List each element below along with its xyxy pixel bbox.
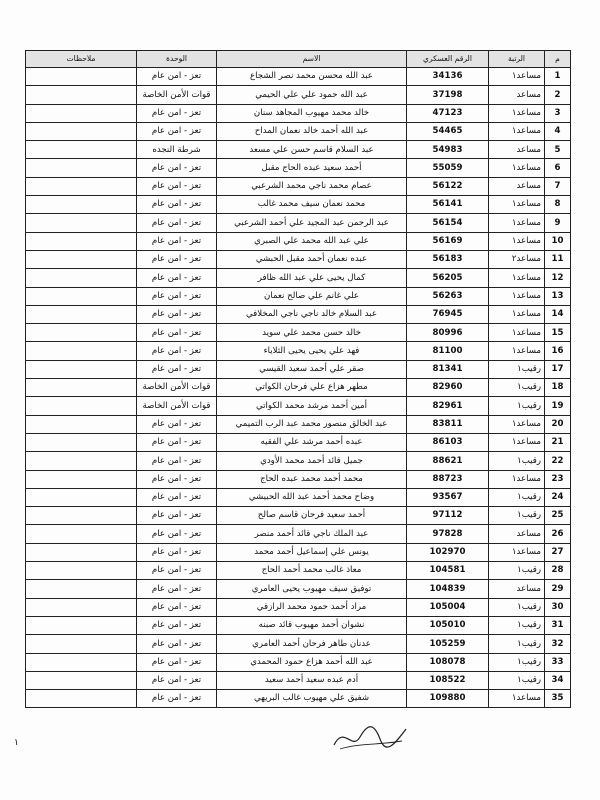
cell-name: صقر علي أحمد سعيد القيسي [217, 360, 407, 378]
cell-notes [26, 122, 137, 140]
cell-unit: تعز - امن عام [137, 433, 217, 451]
cell-name: عبد الخالق منصور محمد عبد الرب التميمي [217, 415, 407, 433]
cell-notes [26, 525, 137, 543]
cell-rank: مساعد [489, 580, 545, 598]
cell-notes [26, 141, 137, 159]
table-row [26, 141, 571, 159]
cell-name: عبد السلام قاسم حسن علي مسعد [217, 141, 407, 159]
cell-notes [26, 433, 137, 451]
table-body [26, 68, 571, 708]
cell-rank: مساعد١ [489, 232, 545, 250]
table-row [26, 122, 571, 140]
header-rank: الرتبة [489, 51, 545, 68]
table-row [26, 507, 571, 525]
table-row [26, 342, 571, 360]
cell-rank: مساعد١ [489, 470, 545, 488]
cell-num: 3 [545, 104, 571, 122]
cell-name: فهد علي يحيى يحيى الثلاياء [217, 342, 407, 360]
cell-rank: مساعد١ [489, 543, 545, 561]
cell-military-id: 109880 [407, 690, 489, 708]
cell-rank: مساعد١ [489, 342, 545, 360]
cell-military-id: 88723 [407, 470, 489, 488]
cell-military-id: 55059 [407, 159, 489, 177]
table-row [26, 68, 571, 86]
cell-name: مطهر هزاع علي فرحان الكواتي [217, 379, 407, 397]
table-row [26, 104, 571, 122]
cell-name: نشوان أحمد مهيوب قائد صبنه [217, 616, 407, 634]
cell-num: 6 [545, 159, 571, 177]
table-row [26, 653, 571, 671]
cell-num: 11 [545, 250, 571, 268]
cell-name: توفيق سيف مهيوب يحيى العامري [217, 580, 407, 598]
signature [330, 715, 410, 755]
cell-notes [26, 159, 137, 177]
cell-military-id: 56205 [407, 269, 489, 287]
cell-unit: تعز - امن عام [137, 269, 217, 287]
cell-notes [26, 104, 137, 122]
table-row [26, 287, 571, 305]
cell-unit: تعز - امن عام [137, 324, 217, 342]
cell-name: كمال يحيى علي عبد الله ظافر [217, 269, 407, 287]
table-row [26, 433, 571, 451]
cell-unit: قوات الأمن الخاصة [137, 379, 217, 397]
header-num: م [545, 51, 571, 68]
cell-notes [26, 507, 137, 525]
cell-num: 32 [545, 635, 571, 653]
cell-name: يونس علي إسماعيل أحمد محمد [217, 543, 407, 561]
cell-num: 21 [545, 433, 571, 451]
cell-military-id: 54983 [407, 141, 489, 159]
cell-military-id: 108522 [407, 671, 489, 689]
personnel-table [25, 50, 571, 708]
cell-notes [26, 379, 137, 397]
cell-unit: تعز - امن عام [137, 653, 217, 671]
cell-military-id: 56141 [407, 196, 489, 214]
table-row [26, 415, 571, 433]
cell-name: عبد الملك ناجي قائد أحمد منصر [217, 525, 407, 543]
cell-military-id: 104581 [407, 562, 489, 580]
cell-military-id: 76945 [407, 305, 489, 323]
cell-num: 31 [545, 616, 571, 634]
cell-name: عبد الله حمود علي علي الحيمي [217, 86, 407, 104]
table-row [26, 598, 571, 616]
cell-rank: رقيب١ [489, 360, 545, 378]
cell-unit: تعز - امن عام [137, 196, 217, 214]
cell-rank: مساعد١ [489, 214, 545, 232]
table-row [26, 580, 571, 598]
cell-military-id: 54465 [407, 122, 489, 140]
cell-unit: تعز - امن عام [137, 616, 217, 634]
cell-military-id: 102970 [407, 543, 489, 561]
cell-unit: تعز - امن عام [137, 543, 217, 561]
cell-notes [26, 653, 137, 671]
cell-num: 12 [545, 269, 571, 287]
cell-unit: تعز - امن عام [137, 598, 217, 616]
cell-unit: تعز - امن عام [137, 214, 217, 232]
cell-name: عبد الرحمن عبد المجيد علي أحمد الشرعبي [217, 214, 407, 232]
cell-name: مراد أحمد حمود محمد الرازقي [217, 598, 407, 616]
cell-num: 5 [545, 141, 571, 159]
table-row [26, 86, 571, 104]
cell-rank: مساعد [489, 141, 545, 159]
header-unit: الوحدة [137, 51, 217, 68]
table-row [26, 616, 571, 634]
cell-military-id: 105010 [407, 616, 489, 634]
cell-notes [26, 287, 137, 305]
cell-unit: تعز - امن عام [137, 305, 217, 323]
cell-notes [26, 580, 137, 598]
table-row [26, 543, 571, 561]
cell-name: علي عبد الله محمد علي الصبري [217, 232, 407, 250]
cell-num: 24 [545, 488, 571, 506]
cell-unit: تعز - امن عام [137, 342, 217, 360]
cell-name: وضاح محمد أحمد عبد الله الحبيشي [217, 488, 407, 506]
cell-rank: رقيب١ [489, 397, 545, 415]
cell-rank: مساعد١ [489, 122, 545, 140]
cell-notes [26, 360, 137, 378]
cell-num: 1 [545, 68, 571, 86]
table-row [26, 232, 571, 250]
cell-military-id: 56169 [407, 232, 489, 250]
cell-military-id: 82961 [407, 397, 489, 415]
cell-unit: تعز - امن عام [137, 671, 217, 689]
cell-rank: رقيب١ [489, 452, 545, 470]
cell-unit: تعز - امن عام [137, 250, 217, 268]
table-row [26, 159, 571, 177]
cell-unit: تعز - امن عام [137, 287, 217, 305]
cell-unit: تعز - امن عام [137, 159, 217, 177]
cell-num: 17 [545, 360, 571, 378]
cell-num: 20 [545, 415, 571, 433]
cell-rank: رقيب١ [489, 488, 545, 506]
table-row [26, 305, 571, 323]
cell-military-id: 80996 [407, 324, 489, 342]
cell-military-id: 105004 [407, 598, 489, 616]
cell-notes [26, 232, 137, 250]
cell-rank: رقيب١ [489, 653, 545, 671]
table-row [26, 196, 571, 214]
cell-notes [26, 562, 137, 580]
cell-unit: تعز - امن عام [137, 122, 217, 140]
cell-rank: مساعد١ [489, 159, 545, 177]
cell-rank: مساعد [489, 177, 545, 195]
table-row [26, 324, 571, 342]
cell-num: 19 [545, 397, 571, 415]
cell-rank: رقيب١ [489, 507, 545, 525]
cell-unit: تعز - امن عام [137, 68, 217, 86]
cell-rank: رقيب١ [489, 598, 545, 616]
cell-unit: تعز - امن عام [137, 580, 217, 598]
table-row [26, 360, 571, 378]
cell-name: محمد أحمد محمد عبده الحاج [217, 470, 407, 488]
cell-military-id: 93567 [407, 488, 489, 506]
cell-notes [26, 324, 137, 342]
cell-name: محمد نعمان سيف محمد غالب [217, 196, 407, 214]
cell-unit: تعز - امن عام [137, 488, 217, 506]
cell-military-id: 81341 [407, 360, 489, 378]
cell-notes [26, 452, 137, 470]
cell-notes [26, 86, 137, 104]
cell-num: 15 [545, 324, 571, 342]
cell-military-id: 81100 [407, 342, 489, 360]
cell-military-id: 37198 [407, 86, 489, 104]
cell-military-id: 97112 [407, 507, 489, 525]
cell-military-id: 56154 [407, 214, 489, 232]
cell-notes [26, 616, 137, 634]
cell-notes [26, 470, 137, 488]
table-row [26, 452, 571, 470]
cell-unit: تعز - امن عام [137, 470, 217, 488]
cell-num: 4 [545, 122, 571, 140]
cell-unit: تعز - امن عام [137, 415, 217, 433]
cell-rank: مساعد١ [489, 68, 545, 86]
cell-notes [26, 196, 137, 214]
cell-unit: تعز - امن عام [137, 562, 217, 580]
cell-rank: رقيب١ [489, 671, 545, 689]
cell-military-id: 47123 [407, 104, 489, 122]
cell-name: خالد حسن محمد علي سويد [217, 324, 407, 342]
cell-rank: مساعد١ [489, 196, 545, 214]
header-military-id: الرقم العسكري [407, 51, 489, 68]
cell-name: أحمد سعيد عبده الحاج مقبل [217, 159, 407, 177]
cell-notes [26, 671, 137, 689]
table-row [26, 214, 571, 232]
cell-num: 27 [545, 543, 571, 561]
cell-military-id: 86103 [407, 433, 489, 451]
cell-notes [26, 543, 137, 561]
cell-military-id: 56122 [407, 177, 489, 195]
table-row [26, 525, 571, 543]
cell-num: 16 [545, 342, 571, 360]
cell-name: أدم عبده سعيد أحمد سعيد [217, 671, 407, 689]
cell-military-id: 56183 [407, 250, 489, 268]
cell-notes [26, 690, 137, 708]
cell-rank: رقيب١ [489, 635, 545, 653]
cell-notes [26, 214, 137, 232]
cell-name: شفيق علي مهيوب غالب البريهي [217, 690, 407, 708]
cell-military-id: 56263 [407, 287, 489, 305]
cell-military-id: 82960 [407, 379, 489, 397]
cell-num: 9 [545, 214, 571, 232]
cell-name: عبد الله أحمد هزاع حمود المحمدي [217, 653, 407, 671]
cell-notes [26, 177, 137, 195]
table-row [26, 177, 571, 195]
cell-rank: مساعد١ [489, 433, 545, 451]
cell-num: 28 [545, 562, 571, 580]
header-notes: ملاحظات [26, 51, 137, 68]
table-row [26, 635, 571, 653]
cell-num: 8 [545, 196, 571, 214]
cell-military-id: 88621 [407, 452, 489, 470]
cell-num: 2 [545, 86, 571, 104]
cell-notes [26, 269, 137, 287]
cell-name: عصام محمد ناجي محمد الشرعبي [217, 177, 407, 195]
cell-name: أحمد سعيد فرحان قاسم صالح [217, 507, 407, 525]
cell-name: معاذ غالب محمد أحمد الحاج [217, 562, 407, 580]
cell-name: عبد الله أحمد خالد نعمان المداح [217, 122, 407, 140]
cell-notes [26, 250, 137, 268]
cell-num: 34 [545, 671, 571, 689]
cell-unit: تعز - امن عام [137, 232, 217, 250]
table-row [26, 379, 571, 397]
cell-unit: قوات الأمن الخاصة [137, 86, 217, 104]
cell-num: 25 [545, 507, 571, 525]
cell-name: عبد السلام خالد ناجي ناجي المخلافي [217, 305, 407, 323]
cell-name: عبد الله محسن محمد نصر الشجاع [217, 68, 407, 86]
cell-num: 10 [545, 232, 571, 250]
cell-rank: رقيب١ [489, 616, 545, 634]
cell-notes [26, 598, 137, 616]
cell-num: 33 [545, 653, 571, 671]
cell-name: جميل قائد أحمد محمد الأودي [217, 452, 407, 470]
cell-unit: تعز - امن عام [137, 177, 217, 195]
cell-unit: تعز - امن عام [137, 690, 217, 708]
cell-military-id: 83811 [407, 415, 489, 433]
cell-notes [26, 68, 137, 86]
cell-unit: تعز - امن عام [137, 635, 217, 653]
cell-notes [26, 397, 137, 415]
page-number: ١ [14, 738, 19, 748]
cell-unit: تعز - امن عام [137, 452, 217, 470]
cell-rank: مساعد١ [489, 324, 545, 342]
cell-notes [26, 488, 137, 506]
cell-rank: مساعد [489, 525, 545, 543]
cell-notes [26, 342, 137, 360]
cell-rank: رقيب١ [489, 562, 545, 580]
cell-num: 18 [545, 379, 571, 397]
cell-num: 22 [545, 452, 571, 470]
cell-notes [26, 635, 137, 653]
cell-notes [26, 305, 137, 323]
cell-rank: مساعد [489, 86, 545, 104]
cell-name: عبده أحمد مرشد علي الفقيه [217, 433, 407, 451]
cell-rank: مساعد١ [489, 305, 545, 323]
table-row [26, 250, 571, 268]
cell-rank: مساعد١ [489, 287, 545, 305]
cell-num: 14 [545, 305, 571, 323]
cell-num: 13 [545, 287, 571, 305]
cell-unit: تعز - امن عام [137, 360, 217, 378]
cell-military-id: 34136 [407, 68, 489, 86]
cell-num: 35 [545, 690, 571, 708]
cell-rank: مساعد١ [489, 690, 545, 708]
cell-military-id: 105259 [407, 635, 489, 653]
cell-rank: مساعد١ [489, 269, 545, 287]
cell-name: عدنان طاهر فرحان أحمد العامري [217, 635, 407, 653]
table-row [26, 470, 571, 488]
table-row [26, 690, 571, 708]
header-name: الاسم [217, 51, 407, 68]
table-row [26, 269, 571, 287]
cell-military-id: 104839 [407, 580, 489, 598]
cell-name: عبده نعمان أحمد مقبل الحبشي [217, 250, 407, 268]
cell-rank: مساعد٢ [489, 250, 545, 268]
table-header-row [26, 51, 571, 68]
cell-num: 23 [545, 470, 571, 488]
cell-unit: تعز - امن عام [137, 507, 217, 525]
cell-num: 30 [545, 598, 571, 616]
cell-num: 7 [545, 177, 571, 195]
cell-notes [26, 415, 137, 433]
cell-name: أمين أحمد مرشد محمد الكواتي [217, 397, 407, 415]
table-row [26, 488, 571, 506]
cell-rank: مساعد١ [489, 104, 545, 122]
cell-num: 26 [545, 525, 571, 543]
table-row [26, 562, 571, 580]
cell-unit: قوات الأمن الخاصة [137, 397, 217, 415]
table-row [26, 397, 571, 415]
cell-unit: تعز - امن عام [137, 104, 217, 122]
cell-name: خالد محمد مهيوب المجاهد سنان [217, 104, 407, 122]
table-row [26, 671, 571, 689]
cell-num: 29 [545, 580, 571, 598]
cell-military-id: 108078 [407, 653, 489, 671]
cell-name: علي غانم علي صالح نعمان [217, 287, 407, 305]
cell-unit: تعز - امن عام [137, 525, 217, 543]
cell-military-id: 97828 [407, 525, 489, 543]
cell-rank: رقيب١ [489, 379, 545, 397]
cell-unit: شرطة النجده [137, 141, 217, 159]
cell-rank: مساعد١ [489, 415, 545, 433]
